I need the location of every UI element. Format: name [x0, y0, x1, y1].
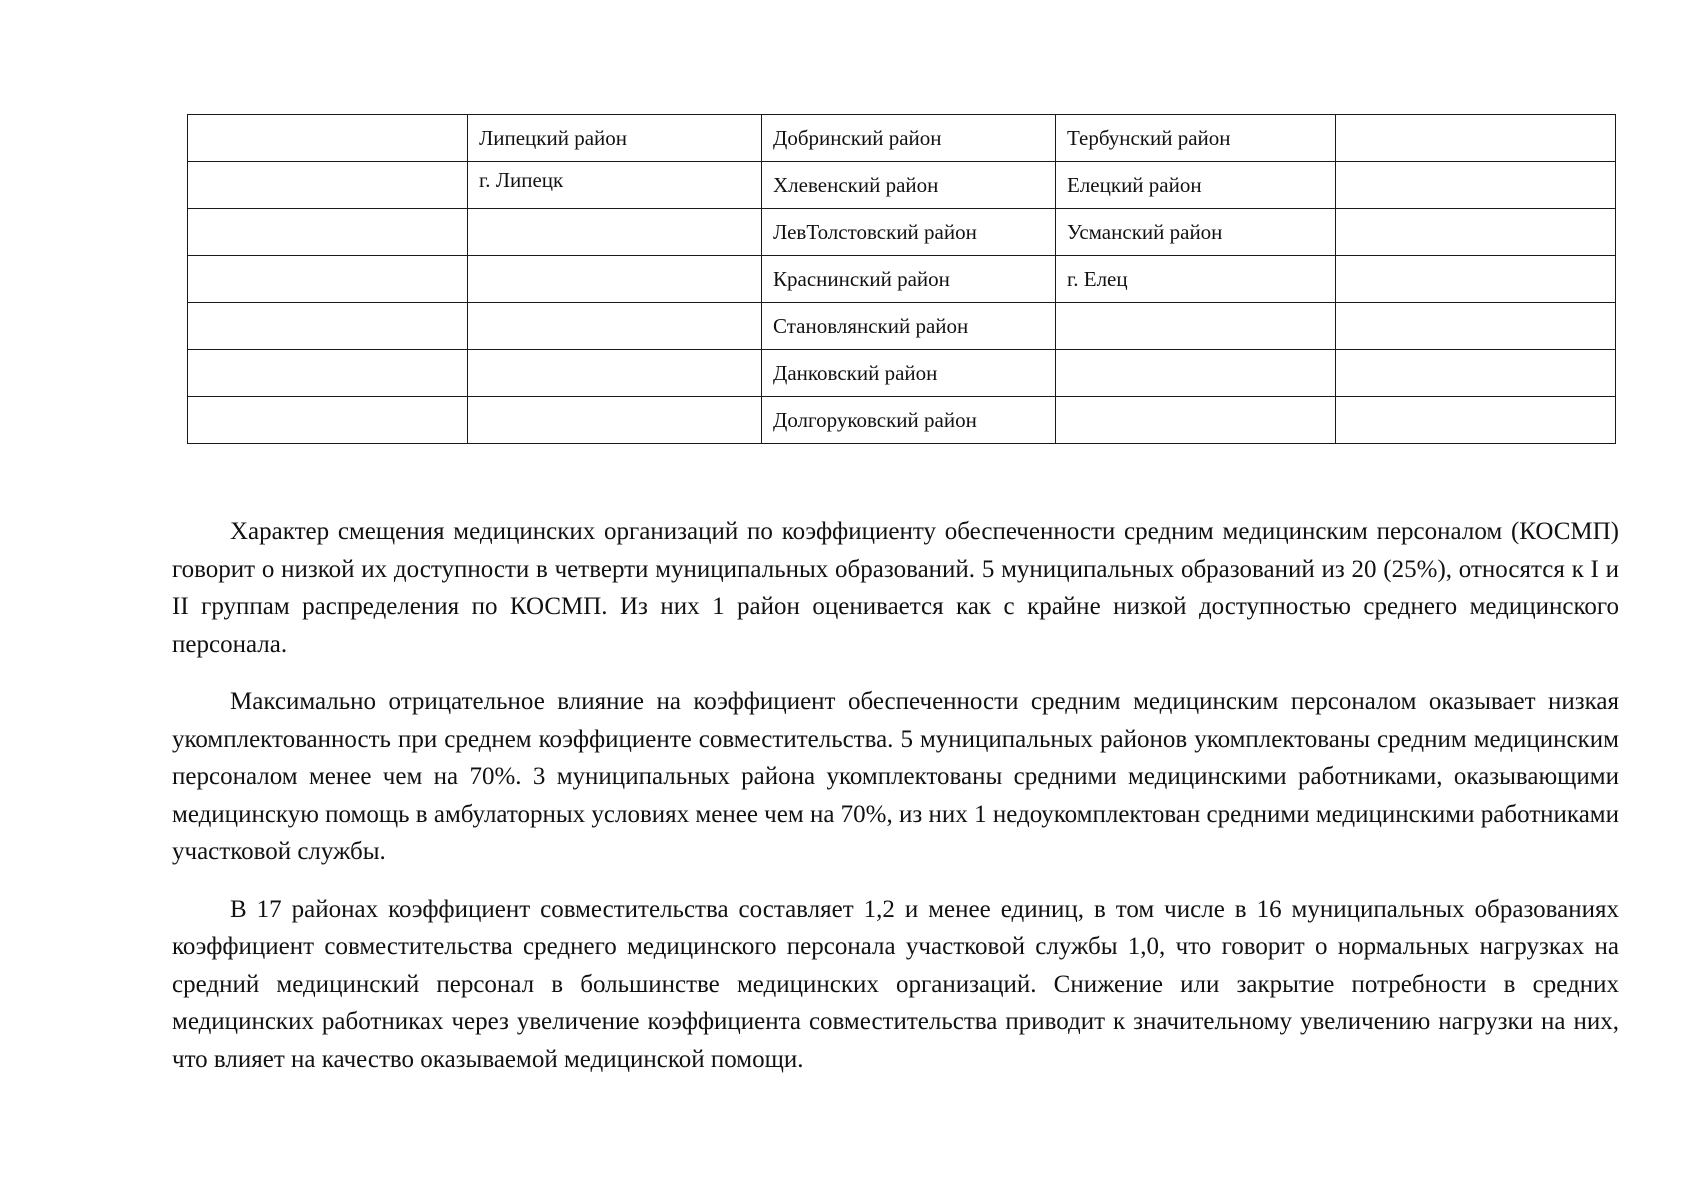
paragraph-kosmp-displacement: Характер смещения медицинских организаций по коэффициенту обеспеченности средним медицинским персоналом (КОСМП) говорит о низкой их доступности в четверти муниципальных образований. 5 муниципальных образований из 20 (25%), относятся к I и II группам распределения по КОСМП. Из них 1 район оценивается как с крайне низкой доступностью среднего медицинского персонала.: [172, 518, 1619, 658]
table-cell: Краснинский район: [762, 256, 1056, 303]
table-cell: [468, 256, 762, 303]
table-cell: [188, 256, 468, 303]
table-cell: Данковский район: [762, 350, 1056, 397]
table-row: [188, 162, 1616, 209]
paragraph-combination-coefficient: В 17 районах коэффициент совместительства составляет 1,2 и менее единиц, в том числе в 16 муниципальных образованиях коэффициент совместительства среднего медицинского персонала участковой службы 1,0, что говорит о нормальных нагрузках на средний медицинский персонал в большинстве медицинских организаций. Снижение или закрытие потребности в средних медицинских работниках через увеличение коэффициента совместительства приводит к значительному увеличению нагрузки на них, что влияет на качество оказываемой медицинской помощи.: [172, 895, 1619, 1073]
table-row: [188, 256, 1616, 303]
table-row: [188, 350, 1616, 397]
table-cell: [188, 303, 468, 350]
table-cell: Хлевенский район: [762, 162, 1056, 209]
paragraph-staffing-influence: Максимально отрицательное влияние на коэффициент обеспеченности средним медицинским персоналом оказывает низкая укомплектованность при среднем коэффициенте совместительства. 5 муниципальных районов укомплектованы средним медицинским персоналом менее чем на 70%. 3 муниципальных района укомплектованы средними медицинскими работниками, оказывающими медицинскую помощь в амбулаторных условиях менее чем на 70%, из них 1 недоукомплектован средними медицинскими работниками участковой службы.: [172, 688, 1619, 865]
table-cell: [1336, 256, 1616, 303]
table-row: [188, 397, 1616, 444]
table-cell: г. Липецк: [468, 162, 762, 209]
table-cell: [1056, 397, 1336, 444]
table-cell: Становлянский район: [762, 303, 1056, 350]
table-cell: [188, 350, 468, 397]
table-cell: [1336, 350, 1616, 397]
table-cell: Елецкий район: [1056, 162, 1336, 209]
districts-table: [187, 114, 1616, 444]
table-cell: [188, 162, 468, 209]
table-cell: Усманский район: [1056, 209, 1336, 256]
table-cell: Тербунский район: [1056, 115, 1336, 162]
table-cell: г. Елец: [1056, 256, 1336, 303]
table-cell: [468, 303, 762, 350]
table-cell: [468, 397, 762, 444]
table-cell: [1056, 303, 1336, 350]
table-cell: [468, 350, 762, 397]
table-cell: [1336, 303, 1616, 350]
table-cell: [1056, 350, 1336, 397]
table-cell: [468, 209, 762, 256]
table-row: [188, 303, 1616, 350]
table-cell: [188, 115, 468, 162]
table-cell: [1336, 162, 1616, 209]
table-row: [188, 209, 1616, 256]
table-cell: ЛевТолстовский район: [762, 209, 1056, 256]
table-cell: [1336, 115, 1616, 162]
table-cell: [188, 397, 468, 444]
table-cell: [188, 209, 468, 256]
body-text: [172, 513, 1619, 1098]
table-row: [188, 115, 1616, 162]
table-cell: [1336, 397, 1616, 444]
table-cell: Липецкий район: [468, 115, 762, 162]
table-cell: [1336, 209, 1616, 256]
table-cell: Долгоруковский район: [762, 397, 1056, 444]
table-cell: Добринский район: [762, 115, 1056, 162]
